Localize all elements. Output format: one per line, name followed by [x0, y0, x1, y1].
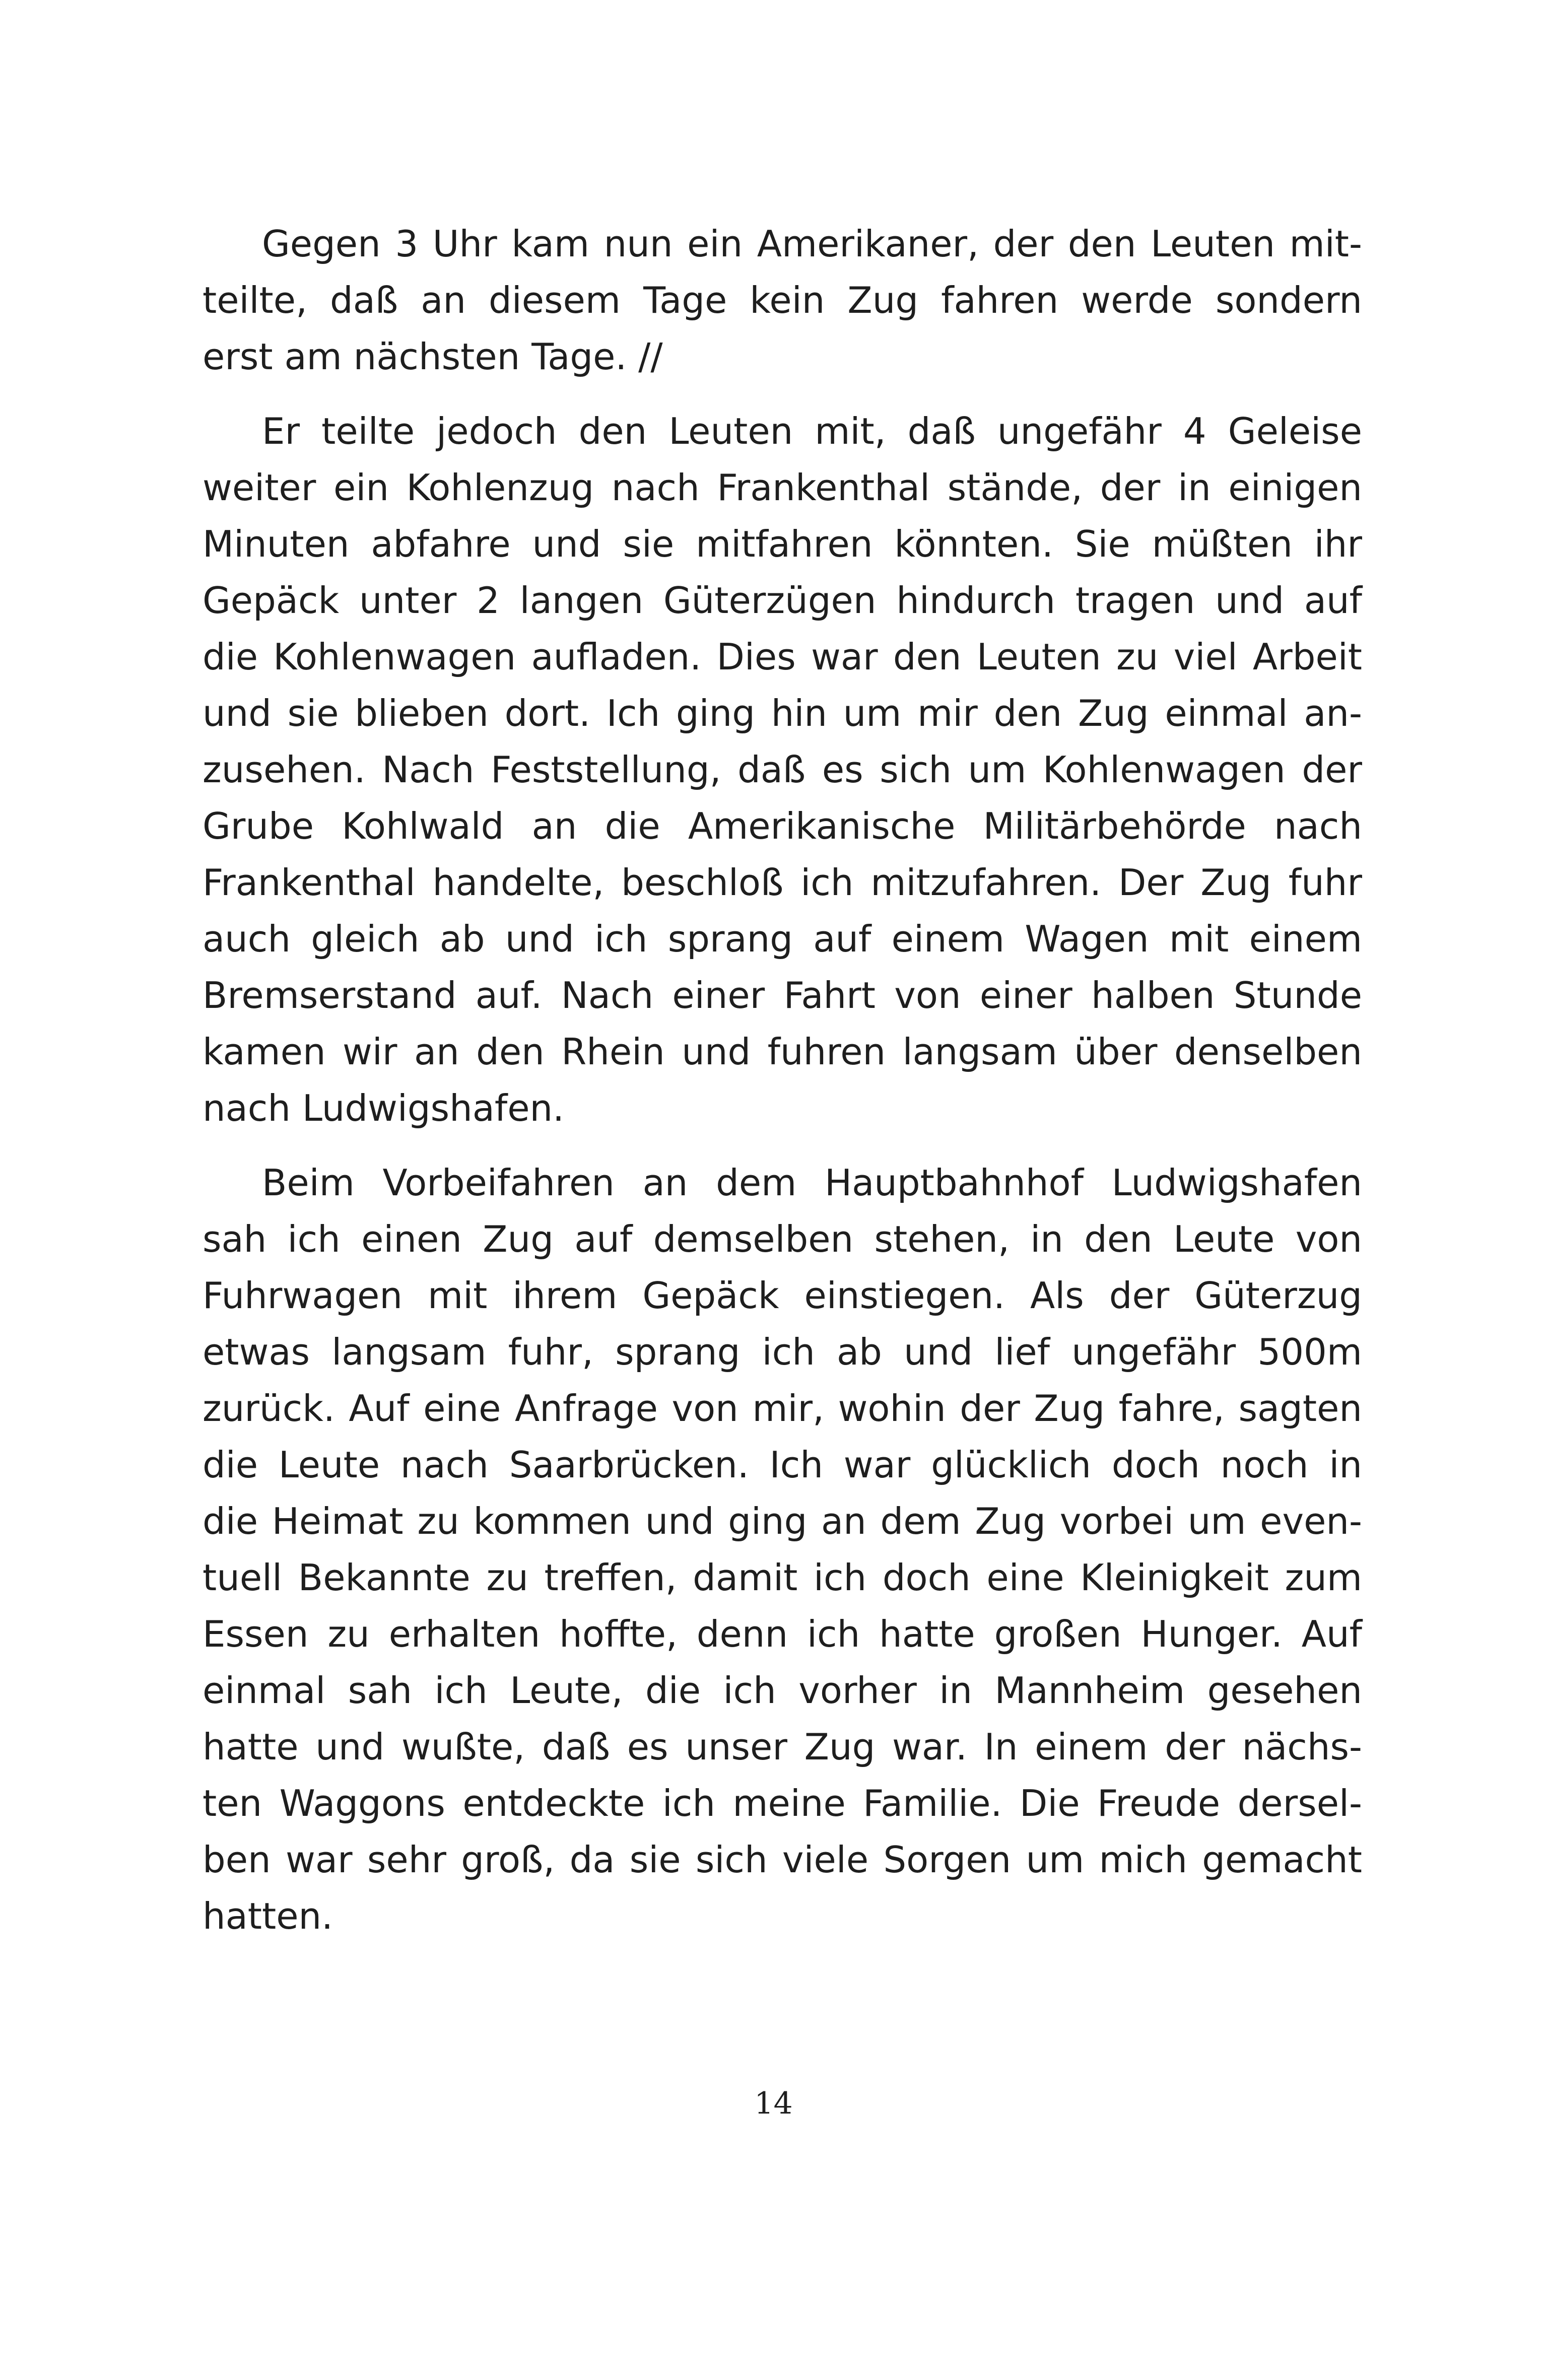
- text-line: erst am nächsten Tage. //: [203, 335, 663, 378]
- text-line: Gegen 3 Uhr kam nun ein Amerikaner, der den Leuten mit-: [262, 223, 1362, 265]
- text-line: die Leute nach Saarbrücken. Ich war glücklich doch noch in: [203, 1444, 1362, 1486]
- text-line: einmal sah ich Leute, die ich vorher in Mannheim gesehen: [203, 1669, 1362, 1712]
- text-line: die Heimat zu kommen und ging an dem Zug vorbei um even-: [203, 1500, 1362, 1542]
- text-line: zusehen. Nach Feststellung, daß es sich um Kohlenwagen der: [203, 749, 1362, 791]
- text-line: sah ich einen Zug auf demselben stehen, in den Leute von: [203, 1218, 1362, 1260]
- text-line: Fuhrwagen mit ihrem Gepäck einstiegen. Als der Güterzug: [203, 1274, 1362, 1317]
- text-line: tuell Bekannte zu treffen, damit ich doch eine Kleinigkeit zum: [203, 1556, 1362, 1599]
- text-line: Frankenthal handelte, beschloß ich mitzufahren. Der Zug fuhr: [203, 861, 1362, 904]
- text-line: kamen wir an den Rhein und fuhren langsam über denselben: [203, 1031, 1362, 1073]
- text-line: zurück. Auf eine Anfrage von mir, wohin der Zug fahre, sagten: [203, 1387, 1362, 1430]
- text-line: Essen zu erhalten hoffte, denn ich hatte großen Hunger. Auf: [203, 1613, 1362, 1655]
- paragraph-1: [203, 216, 1362, 385]
- text-line: Grube Kohlwald an die Amerikanische Militärbehörde nach: [203, 805, 1362, 847]
- text-line: Beim Vorbeifahren an dem Hauptbahnhof Ludwigshafen: [262, 1162, 1362, 1204]
- paragraph-3: [203, 1154, 1362, 1944]
- text-line: Gepäck unter 2 langen Güterzügen hindurch tragen und auf: [203, 579, 1362, 622]
- paragraph-spacer: [203, 1136, 1362, 1154]
- text-line: weiter ein Kohlenzug nach Frankenthal stände, der in einigen: [203, 466, 1362, 509]
- text-line: ben war sehr groß, da sie sich viele Sorgen um mich gemacht: [203, 1839, 1362, 1881]
- paragraph-spacer: [203, 385, 1362, 403]
- text-line: etwas langsam fuhr, sprang ich ab und lief ungefähr 500m: [203, 1331, 1362, 1373]
- text-line: hatte und wußte, daß es unser Zug war. In einem der nächs-: [203, 1726, 1362, 1768]
- text-line: nach Ludwigshafen.: [203, 1087, 565, 1129]
- text-line: die Kohlenwagen aufladen. Dies war den Leuten zu viel Arbeit: [203, 636, 1362, 678]
- text-line: teilte, daß an diesem Tage kein Zug fahren werde sondern: [203, 279, 1362, 321]
- body-text: [203, 216, 1362, 1944]
- text-line: hatten.: [203, 1895, 333, 1937]
- paragraph-2: [203, 403, 1362, 1136]
- text-line: Er teilte jedoch den Leuten mit, daß ungefähr 4 Geleise: [262, 410, 1362, 452]
- page-number: 14: [754, 2086, 793, 2121]
- text-line: Minuten abfahre und sie mitfahren könnten. Sie müßten ihr: [203, 523, 1362, 565]
- text-line: ten Waggons entdeckte ich meine Familie. Die Freude dersel-: [203, 1782, 1362, 1824]
- text-line: Bremserstand auf. Nach einer Fahrt von einer halben Stunde: [203, 974, 1362, 1016]
- text-line: und sie blieben dort. Ich ging hin um mir den Zug einmal an-: [203, 692, 1362, 734]
- text-line: auch gleich ab und ich sprang auf einem Wagen mit einem: [203, 918, 1362, 960]
